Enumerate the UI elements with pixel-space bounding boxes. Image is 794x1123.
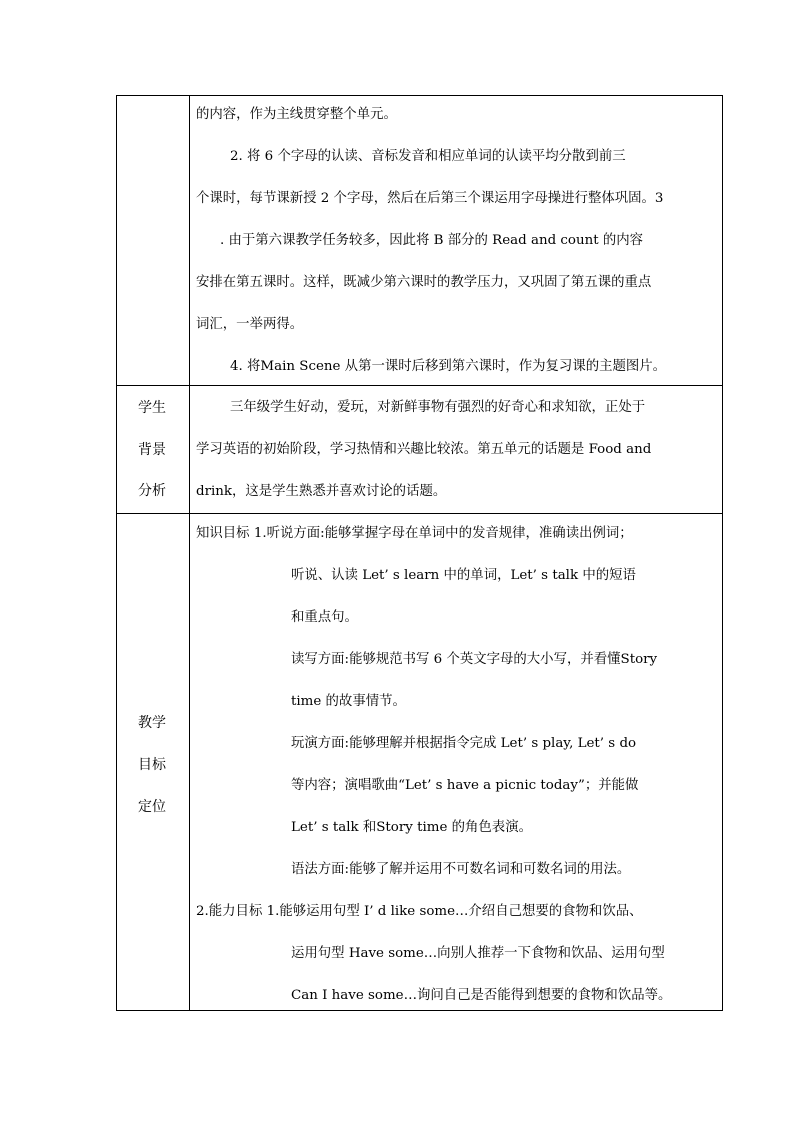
text-line: 玩演方面:能够理解并根据指令完成 Let’ s play, Let’ s do <box>291 736 637 751</box>
text-line: 词汇，一举两得。 <box>196 317 304 332</box>
text-line: 知识目标 1.听说方面:能够掌握字母在单词中的发音规律，准确读出例词； <box>196 526 633 541</box>
text-line: . 由于第六课教学任务较多，因此将 B 部分的 Read and count 的内容 <box>220 233 644 248</box>
row-label: 分析 <box>138 483 166 499</box>
text-line: 语法方面:能够了解并运用不可数名词和可数名词的用法。 <box>291 862 631 877</box>
row-label: 教学 <box>138 715 166 731</box>
text-line: 听说、认读 Let’ s learn 中的单词，Let’ s talk 中的短语 <box>291 568 636 583</box>
row-label: 学生 <box>138 400 166 416</box>
row-divider <box>117 385 722 386</box>
text-line: 安排在第五课时。这样，既减少第六课时的教学压力，又巩固了第五课的重点 <box>196 275 652 290</box>
row-label: 背景 <box>138 442 166 458</box>
text-line: 2.能力目标 1.能够运用句型 I’ d like some…介绍自己想要的食物和饮品、 <box>196 904 643 919</box>
text-line: 等内容；演唱歌曲“Let’ s have a picnic today”；并能做 <box>291 778 639 793</box>
text-line: drink，这是学生熟悉并喜欢讨论的话题。 <box>196 484 447 499</box>
text-line: 学习英语的初始阶段，学习热情和兴趣比较浓。第五单元的话题是 Food and <box>196 442 652 457</box>
text-line: 的内容，作为主线贯穿整个单元。 <box>196 107 397 122</box>
text-line: Let’ s talk 和Story time 的角色表演。 <box>291 820 532 835</box>
row-label: 定位 <box>138 799 166 815</box>
text-line: 个课时，每节课新授 2 个字母，然后在后第三个课运用字母操进行整体巩固。3 <box>196 191 664 206</box>
column-divider <box>189 96 190 1010</box>
text-line: 4. 将Main Scene 从第一课时后移到第六课时，作为复习课的主题图片。 <box>230 359 667 374</box>
text-line: 运用句型 Have some…向别人推荐一下食物和饮品、运用句型 <box>291 946 665 961</box>
text-line: time 的故事情节。 <box>291 694 406 709</box>
text-line: Can I have some…询问自己是否能得到想要的食物和饮品等。 <box>291 988 672 1003</box>
text-line: 2. 将 6 个字母的认读、音标发音和相应单词的认读平均分散到前三 <box>230 149 626 164</box>
text-line: 三年级学生好动，爱玩，对新鲜事物有强烈的好奇心和求知欲，正处于 <box>230 400 646 415</box>
row-label: 目标 <box>138 757 166 773</box>
text-line: 读写方面:能够规范书写 6 个英文字母的大小写，并看懂Story <box>291 652 658 667</box>
row-divider <box>117 513 722 514</box>
text-line: 和重点句。 <box>291 610 358 625</box>
